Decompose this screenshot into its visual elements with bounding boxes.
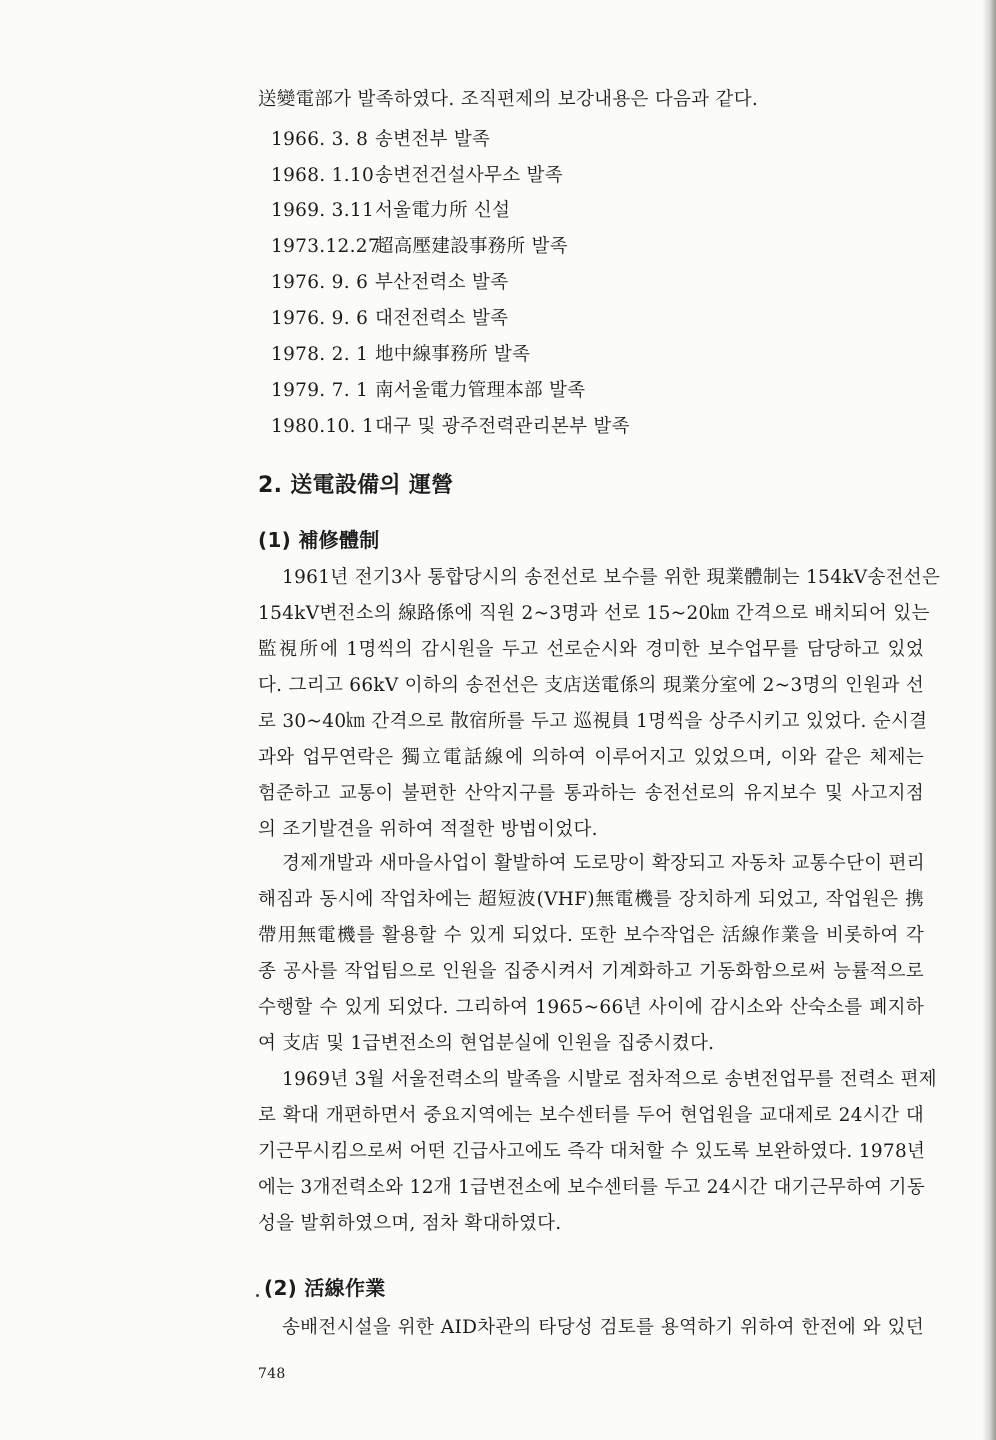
timeline-item [271, 415, 630, 439]
scan-page-edge [982, 0, 996, 1440]
timeline-date: 1978. 2. 1 [271, 344, 369, 365]
paragraph-line: 의 조기발견을 위하여 적절한 방법이었다. [258, 819, 598, 840]
timeline-event: 송변전부 발족 [375, 129, 491, 150]
paragraph-line: 험준하고 교통이 불편한 산악지구를 통과하는 송전선로의 유지보수 및 사고지점 [258, 783, 924, 804]
timeline-event: 南서울電力管理本部 발족 [375, 380, 586, 401]
intro-line: 送變電部가 발족하였다. 조직편제의 보강내용은 다음과 같다. [258, 89, 759, 110]
timeline-date: 1979. 7. 1 [271, 380, 369, 401]
timeline-event: 超高壓建設事務所 발족 [375, 236, 568, 257]
paragraph-line: 기근무시킴으로써 어떤 긴급사고에도 즉각 대처할 수 있도록 보완하였다. 1978년 [258, 1141, 926, 1162]
subsection-heading: (2) 活線作業 [264, 1276, 386, 1300]
timeline-item [271, 164, 563, 188]
timeline-item [271, 271, 508, 295]
paragraph-line: 154kV변전소의 線路係에 직원 2~3명과 선로 15~20㎞ 간격으로 배치되어 있는 [258, 603, 930, 624]
section-heading: 2. 送電設備의 運營 [258, 473, 454, 498]
timeline-event: 송변전건설사무소 발족 [375, 165, 563, 186]
paragraph-line: 1961년 전기3사 통합당시의 송전선로 보수를 위한 現業體制는 154kV송전선은 [282, 567, 941, 588]
timeline-item [271, 235, 568, 259]
paragraph-line: 해짐과 동시에 작업차에는 超短波(VHF)無電機를 장치하게 되었고, 작업원은 携 [258, 889, 924, 910]
ink-speck [256, 1294, 259, 1297]
timeline-date: 1976. 9. 6 [271, 272, 369, 293]
timeline-date: 1969. 3.11 [271, 200, 375, 221]
timeline-item [271, 128, 490, 152]
paragraph-line: 경제개발과 새마을사업이 활발하여 도로망이 확장되고 자동차 교통수단이 편리 [282, 853, 925, 874]
paragraph-line: 1969년 3월 서울전력소의 발족을 시발로 점차적으로 송변전업무를 전력소 편제 [282, 1069, 937, 1090]
paragraph-line: 監視所에 1명씩의 감시원을 두고 선로순시와 경미한 보수업무를 담당하고 있었 [258, 639, 924, 660]
paragraph-line: 에는 3개전력소와 12개 1급변전소에 보수센터를 두고 24시간 대기근무하여 기동 [258, 1177, 925, 1198]
timeline-event: 서울電力所 신설 [375, 200, 511, 221]
timeline-date: 1976. 9. 6 [271, 308, 369, 329]
paragraph-line: 帶用無電機를 활용할 수 있게 되었다. 또한 보수작업은 活線作業을 비롯하여 각 [258, 925, 924, 946]
paragraph-line: 여 支店 및 1급변전소의 현업분실에 인원을 집중시켰다. [258, 1033, 715, 1054]
timeline-item [271, 343, 530, 367]
subsection-heading: (1) 補修體制 [258, 528, 380, 552]
paragraph-line: 송배전시설을 위한 AID차관의 타당성 검토를 용역하기 위하여 한전에 와 있던 [282, 1317, 924, 1338]
timeline-date: 1966. 3. 8 [271, 129, 369, 150]
timeline-item [271, 307, 508, 331]
timeline-date: 1973.12.27 [271, 236, 380, 257]
timeline-item [271, 379, 585, 403]
paragraph-line: 과와 업무연락은 獨立電話線에 의하여 이루어지고 있었으며, 이와 같은 체제는 [258, 747, 924, 768]
paragraph-line: 로 확대 개편하면서 중요지역에는 보수센터를 두어 현업원을 교대제로 24시간 대 [258, 1105, 924, 1126]
timeline-event: 부산전력소 발족 [375, 272, 509, 293]
timeline-event: 대전전력소 발족 [375, 308, 509, 329]
paragraph-line: 성을 발휘하였으며, 점차 확대하였다. [258, 1213, 562, 1234]
timeline-item [271, 199, 510, 223]
timeline-event: 대구 및 광주전력관리본부 발족 [375, 416, 630, 437]
paragraph-line: 다. 그리고 66kV 이하의 송전선은 支店送電係의 現業分室에 2~3명의 인원과 선 [258, 675, 924, 696]
paragraph-line: 종 공사를 작업팀으로 인원을 집중시켜서 기계화하고 기동화함으로써 능률적으로 [258, 961, 924, 982]
timeline-date: 1980.10. 1 [271, 416, 375, 437]
paragraph-line: 로 30~40㎞ 간격으로 散宿所를 두고 巡視員 1명씩을 상주시키고 있었다. 순시결 [258, 711, 928, 732]
timeline-event: 地中線事務所 발족 [375, 344, 531, 365]
timeline-date: 1968. 1.10 [271, 165, 375, 186]
paragraph-line: 수행할 수 있게 되었다. 그리하여 1965~66년 사이에 감시소와 산숙소를 폐지하 [258, 997, 924, 1018]
page-number: 748 [258, 1366, 286, 1382]
